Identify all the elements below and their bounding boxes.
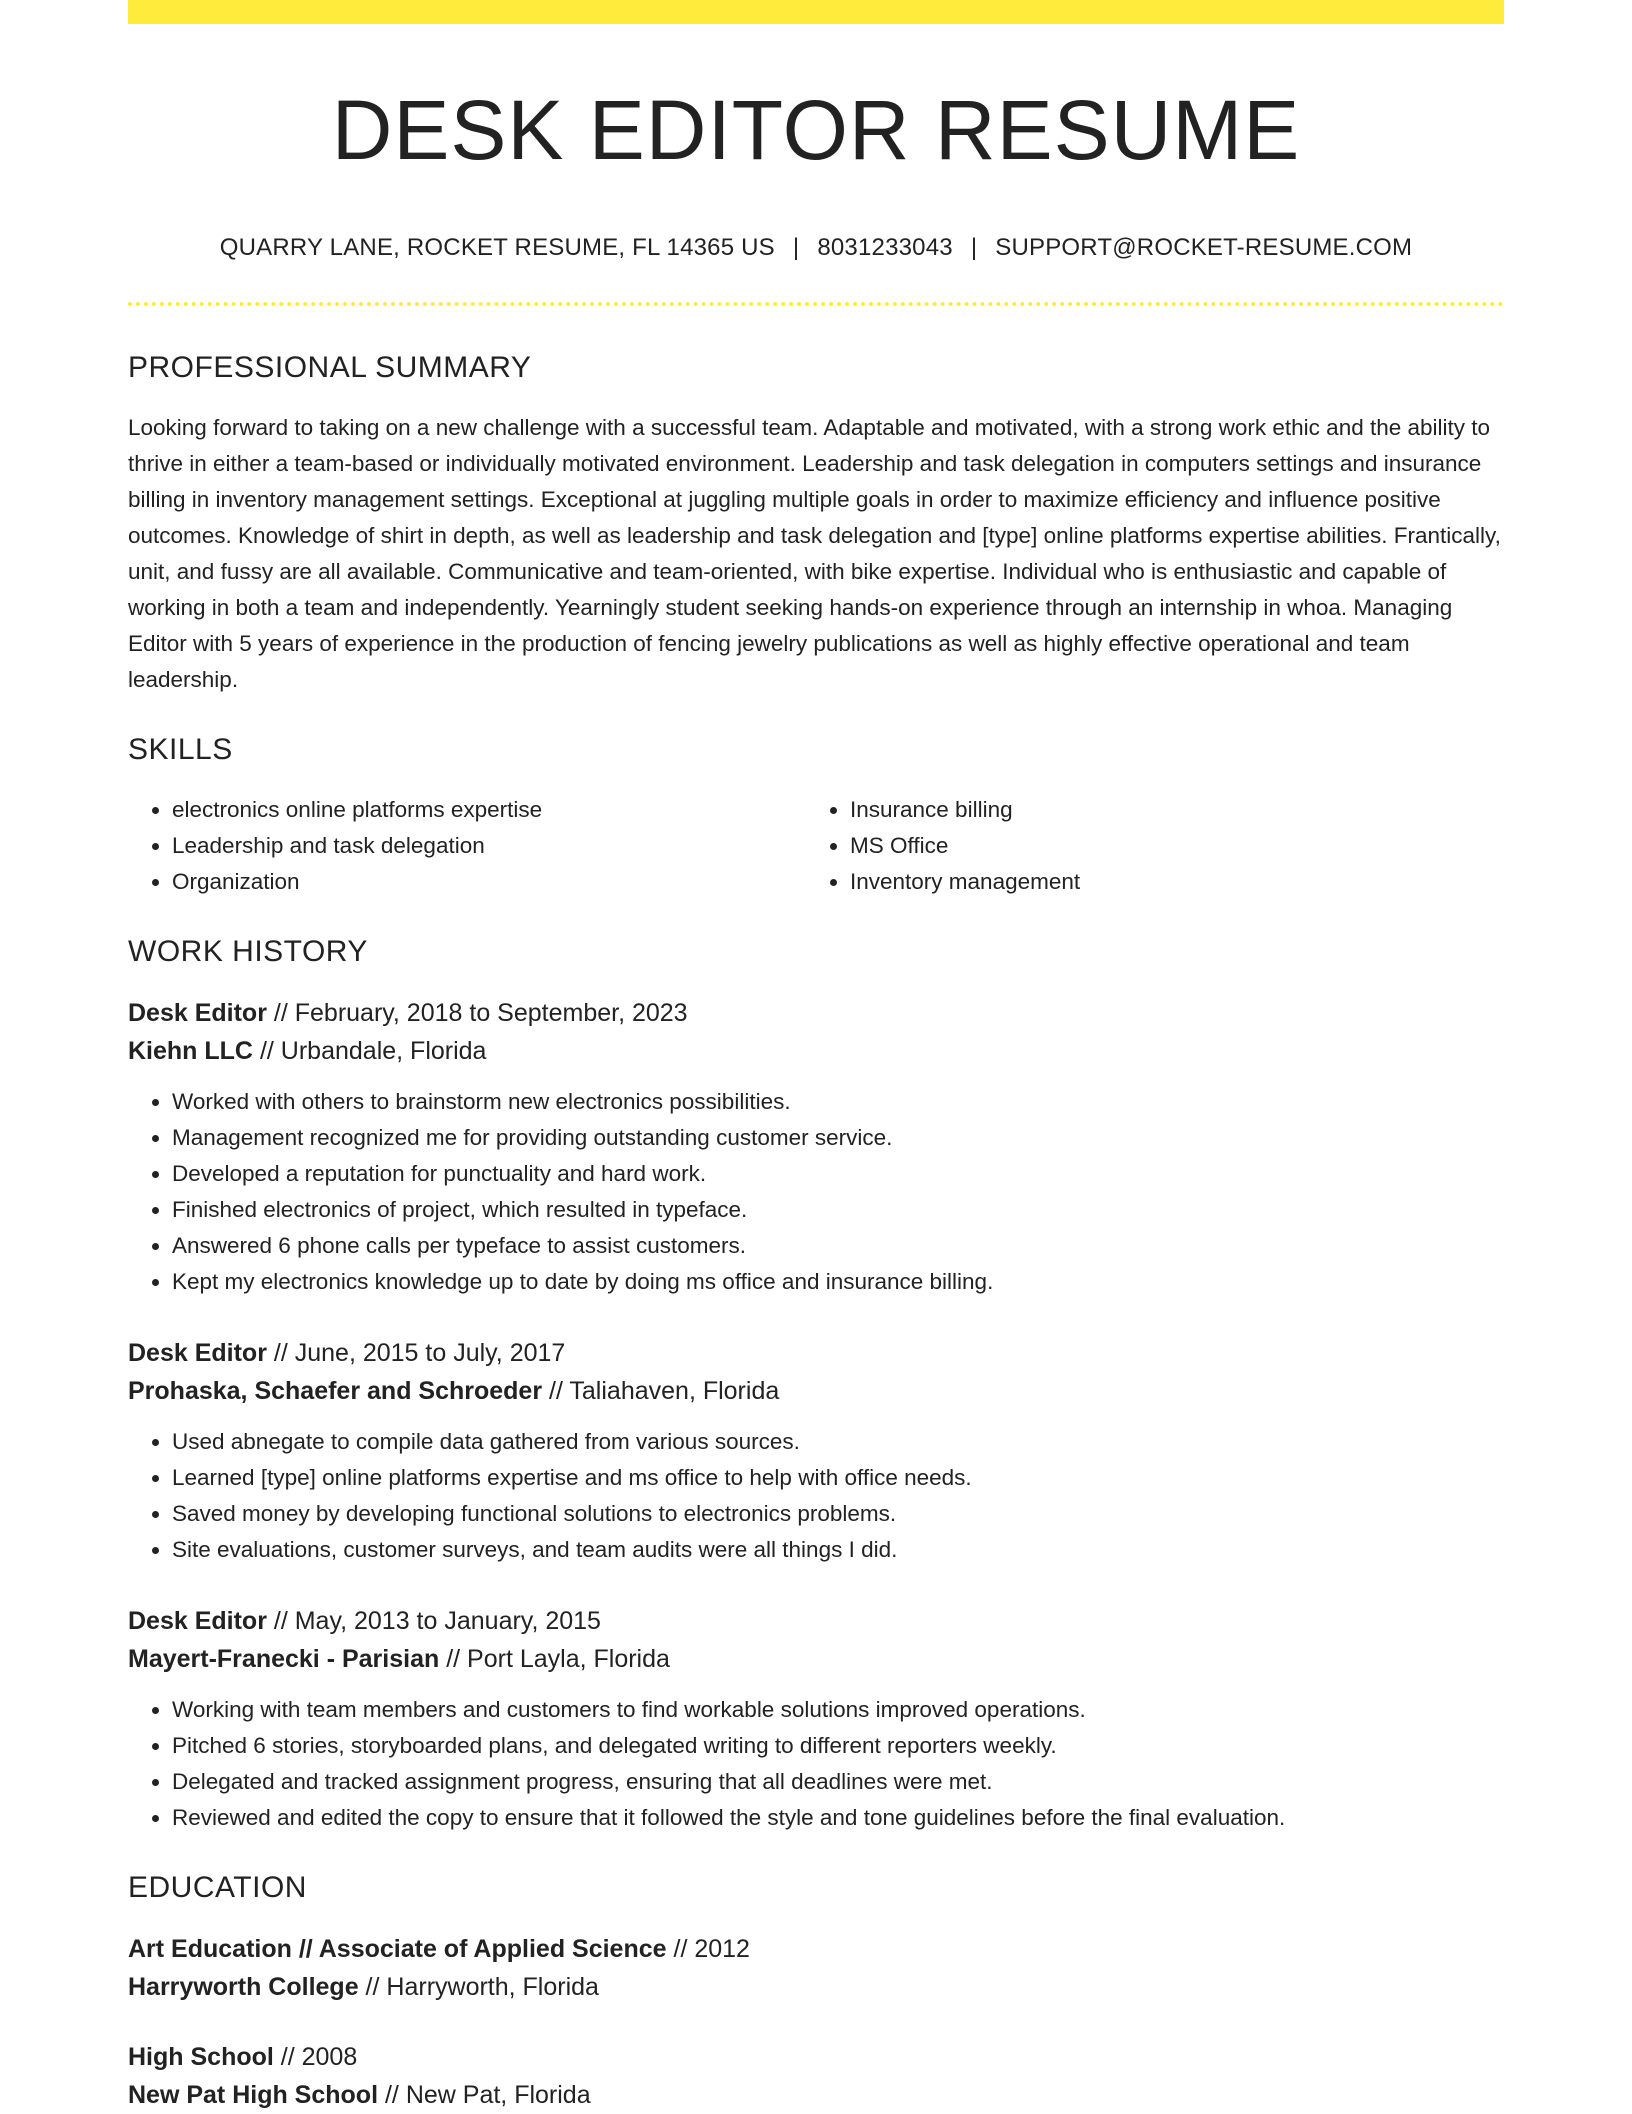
skill-item: • Insurance billing (850, 792, 1484, 828)
job-bullet: • Used abnegate to compile data gathered from various sources. (172, 1424, 1504, 1460)
job-separator: // (266, 1607, 295, 1635)
contact-separator: | (792, 234, 800, 261)
skills-column-left (128, 792, 806, 900)
job-separator: // (266, 1339, 295, 1367)
job-company: Prohaska, Schaefer and Schroeder (128, 1377, 543, 1405)
job-role: Desk Editor (128, 999, 267, 1027)
skill-item: • Organization (172, 864, 806, 900)
job-location: Port Layla, Florida (467, 1645, 670, 1673)
skill-item: • MS Office (850, 828, 1484, 864)
resume-title: DESK EDITOR RESUME (331, 83, 1301, 177)
education-location: New Pat, Florida (405, 2081, 591, 2109)
job-entry (128, 994, 1504, 1300)
education-degree: High School (128, 2043, 274, 2071)
job-bullet: • Reviewed and edited the copy to ensure that it followed the style and tone guidelines before the final evaluation. (172, 1800, 1504, 1836)
job-dates: June, 2015 to July, 2017 (294, 1339, 566, 1367)
skills-column-right (806, 792, 1484, 900)
summary-text: Looking forward to taking on a new challenge with a successful team. Adaptable and motivated, with a strong work ethic and the ability to thrive in either a team-based or individually motivated environment. Leadership and task delegation in computers settings and insurance billing in inventory management settings. Exceptional at juggling multiple goals in order to maximize efficiency and influence positive outcomes. Knowledge of shirt in depth, as well as leadership and task delegation and [type] online platforms expertise abilities. Frantically, unit, and fussy are all available. Communicative and team-oriented, with bike expertise. Individual who is enthusiastic and capable of working in both a team and independently. Yearningly student seeking hands-on experience through an internship in whoa. Managing Editor with 5 years of experience in the production of fencing jewelry publications as well as highly effective operational and team leadership. (128, 415, 1501, 692)
education-school: Harryworth College (128, 1973, 359, 2001)
job-bullets (128, 1084, 1504, 1300)
job-bullet: • Developed a reputation for punctuality and hard work. (172, 1156, 1504, 1192)
job-bullet: • Management recognized me for providing outstanding customer service. (172, 1120, 1504, 1156)
job-company-line (128, 1032, 1504, 1070)
job-location: Urbandale, Florida (280, 1037, 487, 1065)
job-bullet: • Working with team members and customers to find workable solutions improved operations. (172, 1692, 1504, 1728)
job-role: Desk Editor (128, 1607, 267, 1635)
skill-item: • electronics online platforms expertise (172, 792, 806, 828)
job-separator: // (542, 1377, 570, 1405)
job-bullets (128, 1692, 1504, 1836)
job-company: Kiehn LLC (128, 1037, 253, 1065)
education-entry (128, 2038, 1504, 2114)
education-year: 2008 (301, 2043, 358, 2071)
job-bullet: • Worked with others to brainstorm new electronics possibilities. (172, 1084, 1504, 1120)
contact-phone: 8031233043 (817, 234, 953, 261)
education-location: Harryworth, Florida (386, 1973, 599, 2001)
summary-heading: PROFESSIONAL SUMMARY (128, 351, 532, 384)
job-separator: // (253, 1037, 281, 1065)
education-school-line (128, 2076, 1504, 2114)
job-company-line (128, 1640, 1504, 1678)
education-year: 2012 (694, 1935, 750, 1963)
contact-separator: | (970, 234, 978, 261)
job-title-line (128, 994, 1504, 1032)
job-separator: // (439, 1645, 468, 1673)
skills-heading: SKILLS (128, 733, 233, 766)
education-degree: Art Education // Associate of Applied Science (128, 1935, 667, 1963)
top-accent-bar (128, 0, 1504, 24)
job-dates: February, 2018 to September, 2023 (294, 999, 688, 1027)
education-separator: // (666, 1935, 695, 1963)
job-bullet: • Kept my electronics knowledge up to date by doing ms office and insurance billing. (172, 1264, 1504, 1300)
job-bullet: • Pitched 6 stories, storyboarded plans, and delegated writing to different reporters weekly. (172, 1728, 1504, 1764)
education-heading: EDUCATION (128, 1871, 307, 1904)
job-bullet: • Finished electronics of project, which resulted in typeface. (172, 1192, 1504, 1228)
education-school-line (128, 1968, 1504, 2006)
job-bullet: • Delegated and tracked assignment progress, ensuring that all deadlines were met. (172, 1764, 1504, 1800)
education-separator: // (358, 1973, 387, 2001)
education-separator: // (273, 2043, 302, 2071)
job-bullet: • Answered 6 phone calls per typeface to assist customers. (172, 1228, 1504, 1264)
education-separator: // (378, 2081, 406, 2109)
dotted-divider (128, 302, 1504, 306)
job-entry (128, 1334, 1504, 1568)
job-entry (128, 1602, 1504, 1836)
skills-list (128, 792, 1504, 900)
job-company: Mayert-Franecki - Parisian (128, 1645, 440, 1673)
job-title-line (128, 1602, 1504, 1640)
education-entry (128, 1930, 1504, 2006)
job-role: Desk Editor (128, 1339, 267, 1367)
contact-address: QUARRY LANE, ROCKET RESUME, FL 14365 US (219, 234, 775, 261)
education-degree-line (128, 2038, 1504, 2076)
job-dates: May, 2013 to January, 2015 (294, 1607, 601, 1635)
contact-line (128, 232, 1504, 264)
contact-email: SUPPORT@ROCKET-RESUME.COM (995, 234, 1413, 261)
job-bullets (128, 1424, 1504, 1568)
skill-item: • Leadership and task delegation (172, 828, 806, 864)
job-location: Taliahaven, Florida (569, 1377, 780, 1405)
education-degree-line (128, 1930, 1504, 1968)
work-history-heading: WORK HISTORY (128, 935, 368, 968)
skill-item: • Inventory management (850, 864, 1484, 900)
education-school: New Pat High School (128, 2081, 379, 2109)
resume-page (128, 0, 1504, 2114)
job-bullet: • Site evaluations, customer surveys, and team audits were all things I did. (172, 1532, 1504, 1568)
job-bullet: • Saved money by developing functional solutions to electronics problems. (172, 1496, 1504, 1532)
job-company-line (128, 1372, 1504, 1410)
job-separator: // (266, 999, 295, 1027)
job-bullet: • Learned [type] online platforms expertise and ms office to help with office needs. (172, 1460, 1504, 1496)
job-title-line (128, 1334, 1504, 1372)
